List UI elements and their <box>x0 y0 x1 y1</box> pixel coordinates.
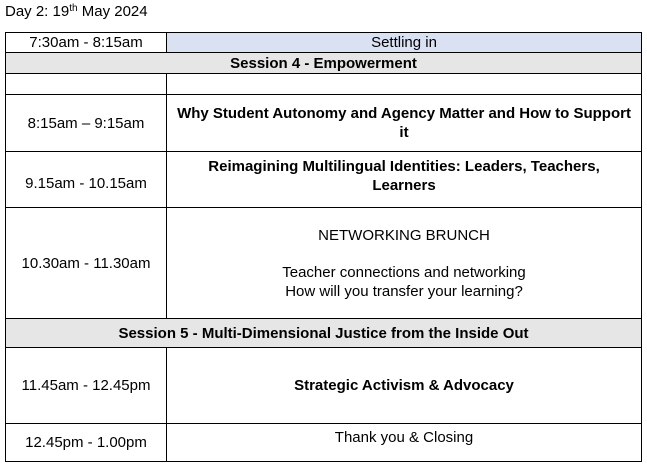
day-heading-superscript: th <box>69 3 78 14</box>
time-cell: 9.15am - 10.15am <box>6 152 167 208</box>
session-title: Why Student Autonomy and Agency Matter and How to Support it <box>167 95 642 152</box>
time-cell: 12.45pm - 1.00pm <box>6 424 167 462</box>
time-cell: 10.30am - 11.30am <box>6 208 167 319</box>
brunch-line-2: How will you transfer your learning? <box>285 282 523 300</box>
table-row-autonomy <box>6 95 642 152</box>
time-cell: 7:30am - 8:15am <box>6 33 167 53</box>
table-row-closing <box>6 424 642 462</box>
brunch-spacer <box>175 245 633 263</box>
table-row-brunch <box>6 208 642 319</box>
day-heading-prefix: Day 2: 19 <box>5 3 70 20</box>
schedule-table <box>5 32 642 462</box>
table-row-multilingual <box>6 152 642 208</box>
session-title: Reimagining Multilingual Identities: Leaders, Teachers, Learners <box>167 152 642 208</box>
table-row-activism <box>6 348 642 424</box>
session-4-title: Session 4 - Empowerment <box>6 53 642 74</box>
time-cell <box>6 74 167 95</box>
session-5-header-row <box>6 319 642 348</box>
day-heading-suffix: May 2024 <box>77 3 148 20</box>
content-cell <box>167 74 642 95</box>
session-title: Strategic Activism & Advocacy <box>167 348 642 424</box>
brunch-line-1: Teacher connections and networking <box>282 263 526 281</box>
table-row-spacer <box>6 74 642 95</box>
brunch-title: NETWORKING BRUNCH <box>318 226 490 244</box>
day-heading <box>5 2 148 22</box>
closing-cell: Thank you & Closing <box>167 424 642 462</box>
brunch-cell <box>167 208 642 319</box>
time-cell: 8:15am – 9:15am <box>6 95 167 152</box>
table-row-settling <box>6 33 642 53</box>
session-4-header-row <box>6 53 642 74</box>
time-cell: 11.45am - 12.45pm <box>6 348 167 424</box>
settling-in-cell: Settling in <box>167 33 642 53</box>
session-5-title: Session 5 - Multi-Dimensional Justice from the Inside Out <box>6 319 642 348</box>
